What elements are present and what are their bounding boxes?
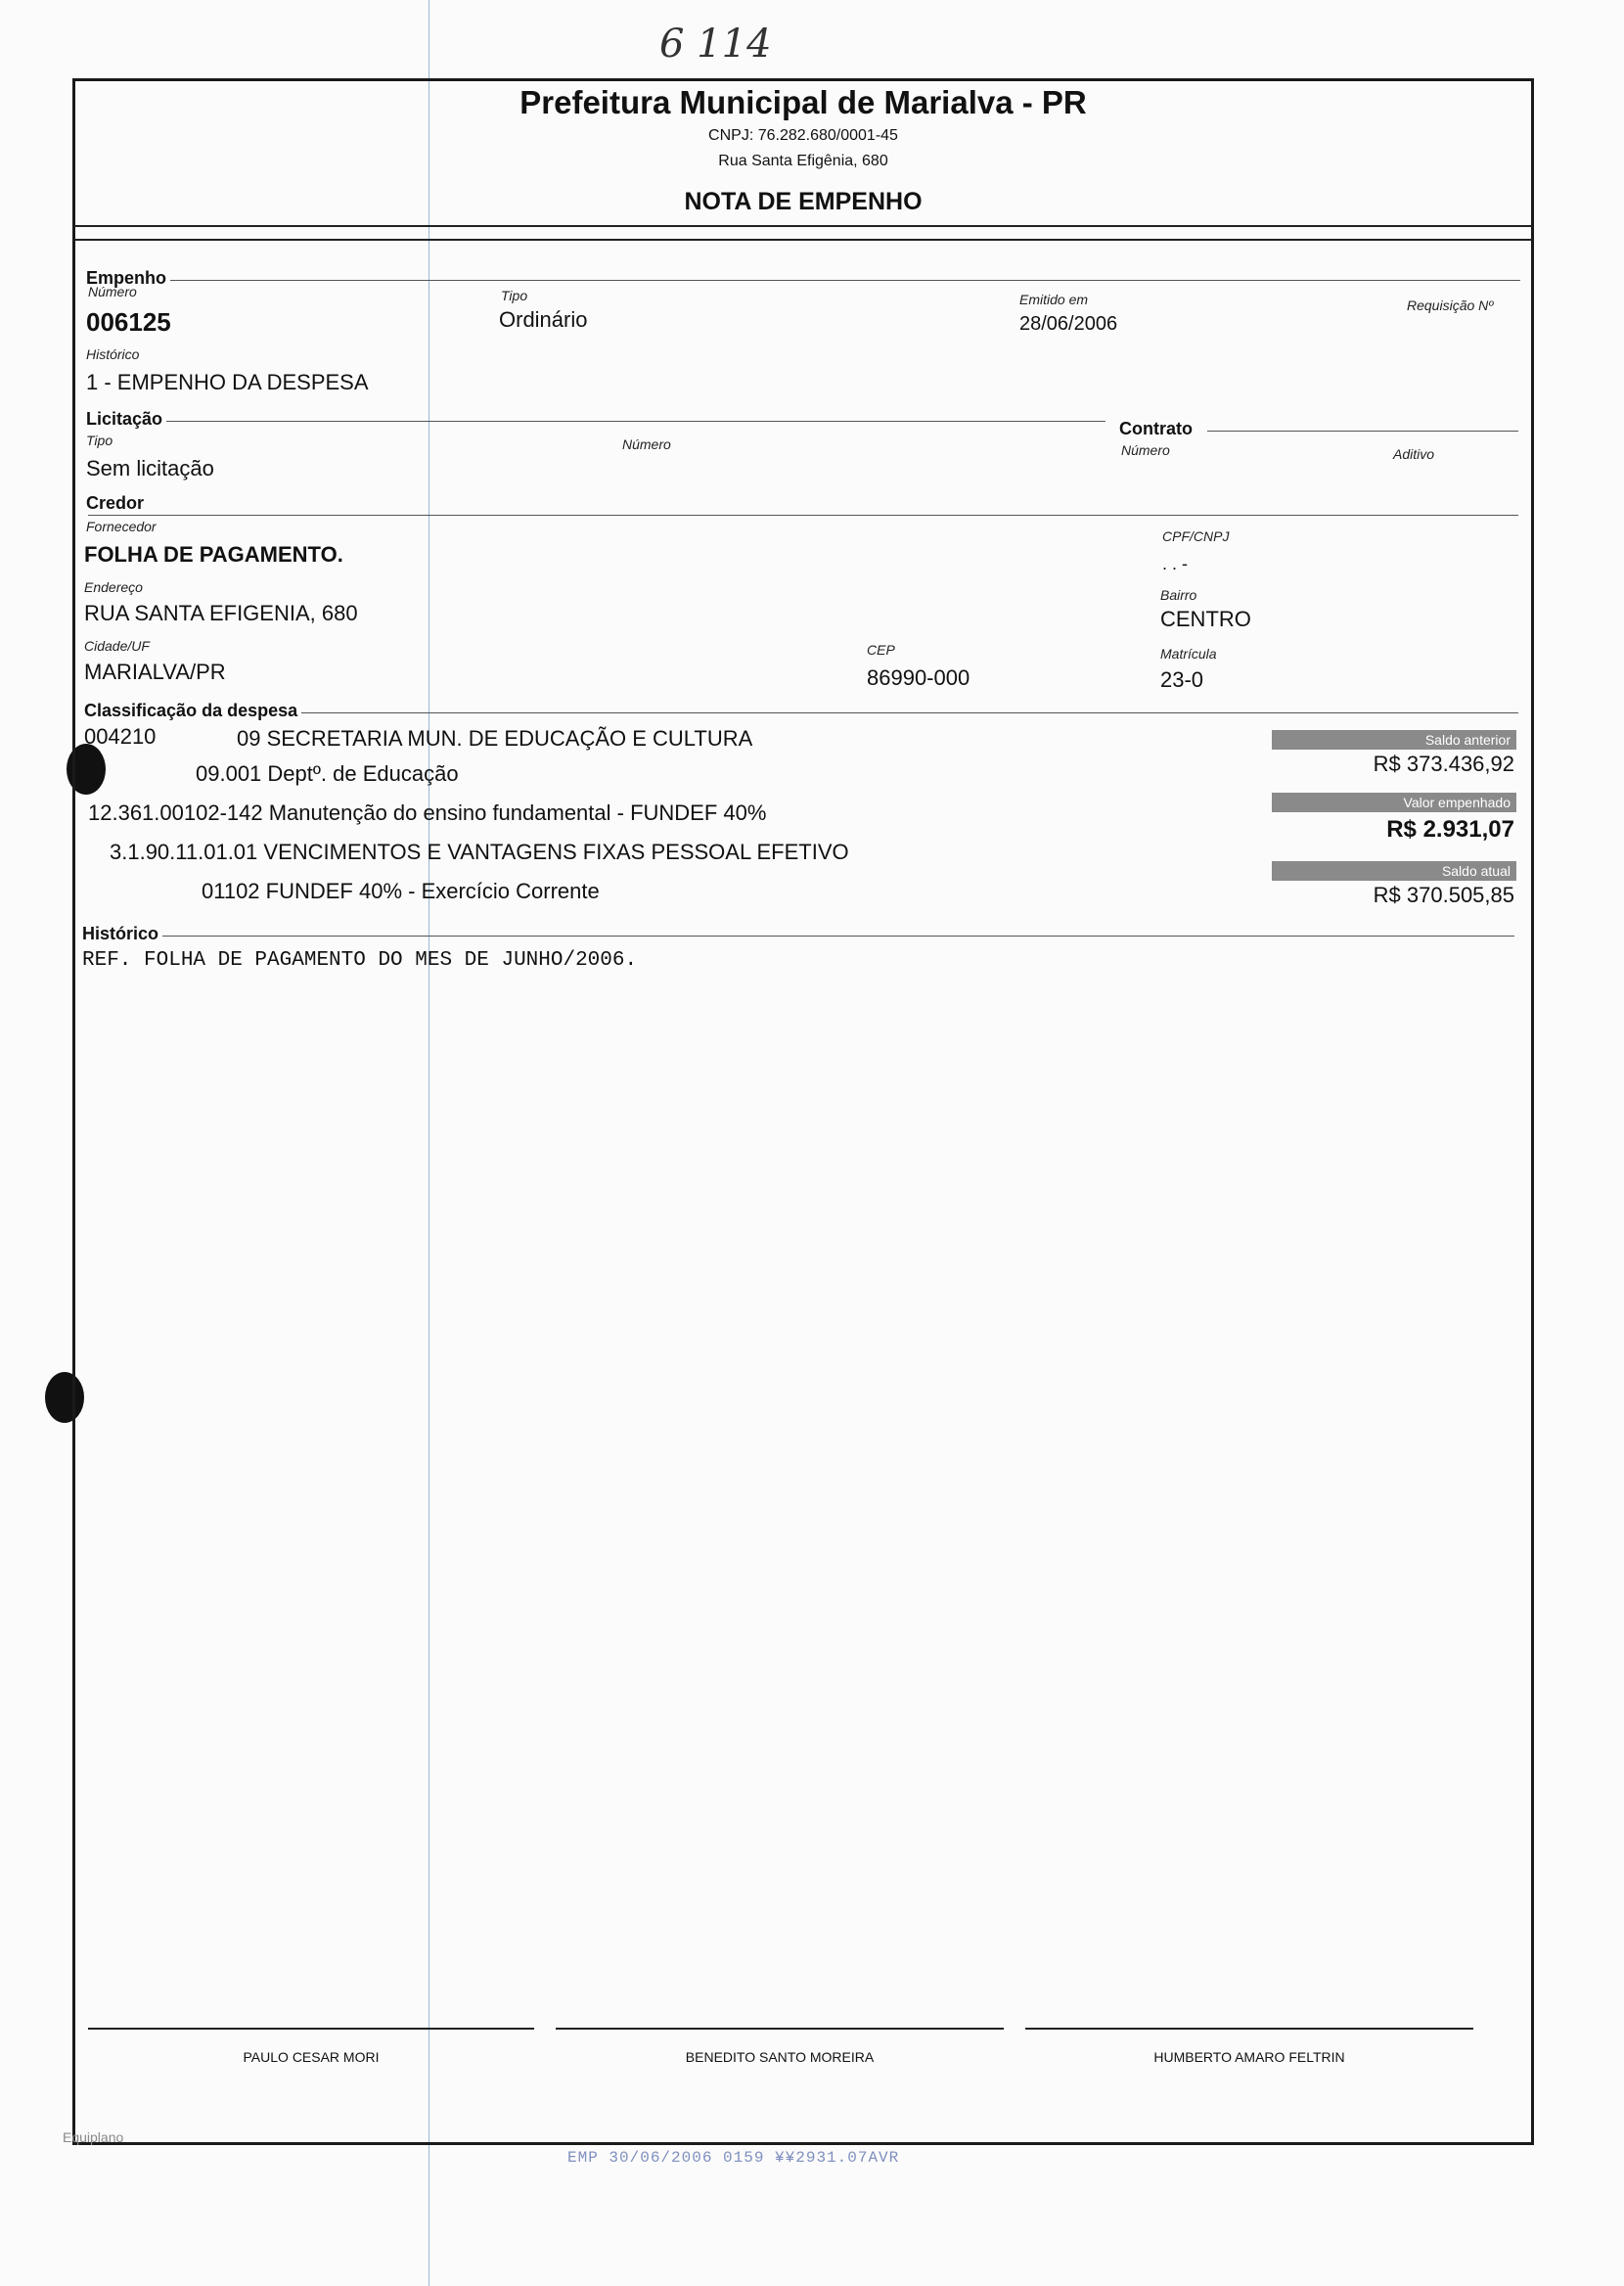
- cnpj-text: CNPJ: 76.282.680/0001-45: [708, 127, 898, 144]
- contrato-section-label: Contrato: [1119, 419, 1196, 439]
- bairro-label: Bairro: [1160, 587, 1197, 603]
- licitacao-rule: [88, 421, 1105, 422]
- signature-name-1: PAULO CESAR MORI: [243, 2049, 380, 2065]
- header-divider-2: [74, 239, 1532, 241]
- cidade-value: MARIALVA/PR: [84, 660, 226, 684]
- signature-line-1: [88, 2028, 534, 2030]
- historico-section-label: Histórico: [82, 924, 162, 944]
- emitido-date: 28/06/2006: [1019, 313, 1118, 335]
- saldo-atual-value: R$ 370.505,85: [1373, 883, 1514, 907]
- fornecedor-value: FOLHA DE PAGAMENTO.: [84, 542, 343, 567]
- signature-name-3: HUMBERTO AMARO FELTRIN: [1153, 2049, 1345, 2065]
- classificacao-line1: 09 SECRETARIA MUN. DE EDUCAÇÃO E CULTURA: [237, 726, 753, 751]
- empenho-historico: 1 - EMPENHO DA DESPESA: [86, 370, 369, 394]
- cep-value: 86990-000: [867, 665, 970, 690]
- contrato-rule: [1207, 431, 1518, 432]
- licitacao-numero-label: Número: [622, 436, 671, 452]
- document-title: NOTA DE EMPENHO: [684, 188, 923, 215]
- historico-text: REF. FOLHA DE PAGAMENTO DO MES DE JUNHO/2006.: [82, 949, 638, 972]
- empenho-numero: 006125: [86, 307, 171, 337]
- handwritten-page-number: 6 114: [659, 22, 772, 67]
- licitacao-tipo: Sem licitação: [86, 456, 214, 480]
- classificacao-line3: 12.361.00102-142 Manutenção do ensino fundamental - FUNDEF 40%: [88, 800, 767, 825]
- cpf-cnpj-value: . . -: [1162, 554, 1188, 573]
- software-brand: Equiplano: [63, 2129, 124, 2145]
- endereco-value: RUA SANTA EFIGENIA, 680: [84, 601, 358, 625]
- address-text: Rua Santa Efigênia, 680: [718, 153, 888, 169]
- matricula-value: 23-0: [1160, 667, 1204, 692]
- classificacao-line4: 3.1.90.11.01.01 VENCIMENTOS E VANTAGENS FIXAS PESSOAL EFETIVO: [110, 840, 849, 864]
- credor-section-label: Credor: [86, 493, 148, 514]
- cpf-cnpj-label: CPF/CNPJ: [1162, 528, 1230, 544]
- saldo-atual-label: Saldo atual: [1272, 861, 1516, 881]
- licitacao-tipo-label: Tipo: [86, 433, 113, 448]
- cidade-label: Cidade/UF: [84, 638, 150, 654]
- requisicao-label: Requisição Nº: [1407, 297, 1494, 313]
- signature-line-3: [1025, 2028, 1473, 2030]
- emitido-label: Emitido em: [1019, 292, 1089, 307]
- cep-label: CEP: [867, 642, 895, 658]
- licitacao-section-label: Licitação: [86, 409, 166, 430]
- classificacao-section-label: Classificação da despesa: [84, 701, 301, 721]
- credor-rule: [88, 515, 1518, 516]
- empenho-numero-label: Número: [88, 284, 137, 299]
- contrato-aditivo-label: Aditivo: [1393, 446, 1435, 462]
- matricula-label: Matrícula: [1160, 646, 1217, 662]
- header-divider: [74, 225, 1532, 227]
- saldo-anterior-value: R$ 373.436,92: [1373, 752, 1514, 776]
- empenho-historico-label: Histórico: [86, 346, 140, 362]
- classificacao-code: 004210: [84, 724, 157, 749]
- signature-line-2: [556, 2028, 1004, 2030]
- processing-stamp: EMP 30/06/2006 0159 ¥¥2931.07AVR: [567, 2149, 900, 2167]
- signature-name-2: BENEDITO SANTO MOREIRA: [685, 2049, 875, 2065]
- valor-empenhado-value: R$ 2.931,07: [1386, 816, 1514, 843]
- endereco-label: Endereço: [84, 579, 143, 595]
- municipality-title: Prefeitura Municipal de Marialva - PR: [519, 84, 1087, 120]
- fornecedor-label: Fornecedor: [86, 519, 157, 534]
- classificacao-line2: 09.001 Deptº. de Educação: [196, 761, 459, 786]
- empenho-section-label: Empenho: [86, 268, 170, 289]
- empenho-tipo: Ordinário: [499, 307, 588, 332]
- contrato-numero-label: Número: [1121, 442, 1170, 458]
- empenho-tipo-label: Tipo: [501, 288, 528, 303]
- classificacao-line5: 01102 FUNDEF 40% - Exercício Corrente: [202, 879, 600, 903]
- bairro-value: CENTRO: [1160, 607, 1251, 631]
- valor-empenhado-label: Valor empenhado: [1272, 793, 1516, 812]
- empenho-rule: [88, 280, 1520, 281]
- historico-rule: [88, 936, 1514, 937]
- saldo-anterior-label: Saldo anterior: [1272, 730, 1516, 750]
- classificacao-rule: [88, 712, 1518, 713]
